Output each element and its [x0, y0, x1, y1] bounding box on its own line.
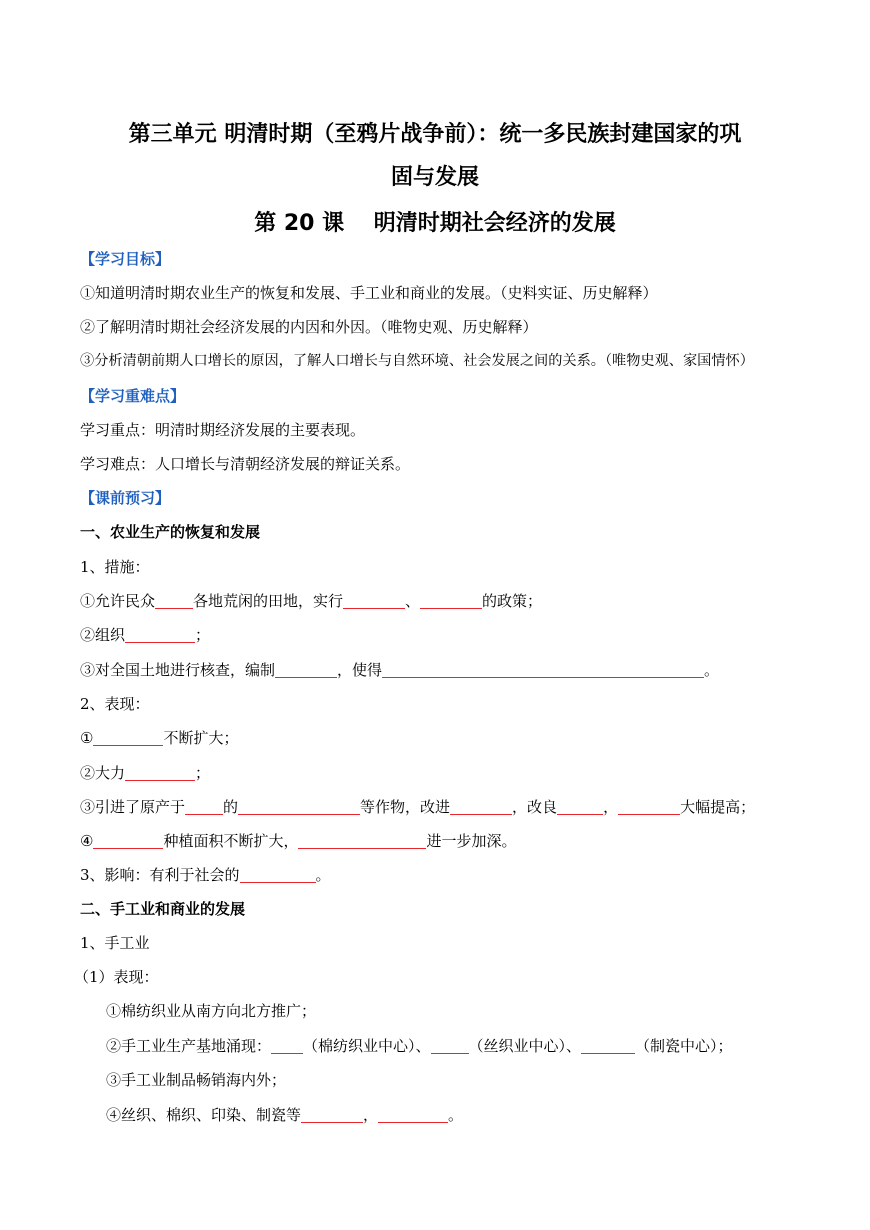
measure-1: ①允许民众 各地荒闲的田地，实行 、 的政策；	[80, 592, 543, 610]
goal-item-2: ②了解明清时期社会经济发展的内因和外因。（唯物史观、历史解释）	[80, 318, 538, 336]
handicraft-1: ①棉纺织业从南方向北方推广；	[106, 1002, 317, 1020]
fill-blank[interactable]	[125, 626, 195, 643]
fill-blank[interactable]	[431, 1037, 469, 1054]
fill-blank[interactable]	[185, 798, 223, 815]
section-agriculture-title: 一、农业生产的恢复和发展	[80, 523, 261, 541]
fill-blank[interactable]	[93, 729, 163, 746]
goal-item-3: ③分析清朝前期人口增长的原因，了解人口增长与自然环境、社会发展之间的关系。（唯物史观、家国情怀）	[80, 353, 754, 369]
handicraft-performance-label: （1）表现：	[74, 968, 159, 986]
performance-4: ④ 种植面积不断扩大， 进一步加深。	[80, 832, 517, 850]
fill-blank[interactable]	[155, 592, 193, 609]
fill-blank[interactable]	[450, 798, 512, 815]
key-focus: 学习重点：明清时期经济发展的主要表现。	[80, 421, 366, 439]
handicraft-2: ②手工业生产基地涌现： （棉纺织业中心）、 （丝织业中心）、 （制瓷中心）；	[106, 1037, 733, 1055]
goals-heading: 【学习目标】	[80, 250, 171, 268]
fill-blank[interactable]	[343, 592, 405, 609]
fill-blank[interactable]	[240, 866, 316, 883]
fill-blank[interactable]	[301, 1106, 363, 1123]
fill-blank[interactable]	[298, 832, 426, 849]
performance-label: 2、表现：	[80, 695, 150, 713]
fill-blank[interactable]	[557, 798, 603, 815]
fill-blank[interactable]	[420, 592, 482, 609]
fill-blank[interactable]	[581, 1037, 635, 1054]
performance-2: ②大力 ；	[80, 764, 211, 782]
performance-1: ① 不断扩大；	[80, 729, 239, 747]
measures-label: 1、措施：	[80, 558, 150, 576]
handicraft-subtitle: 1、手工业	[80, 934, 150, 952]
handicraft-4: ④丝织、棉织、印染、制瓷等 ， 。	[106, 1106, 464, 1124]
fill-blank[interactable]	[238, 798, 360, 815]
section-handicraft-title: 二、手工业和商业的发展	[80, 900, 246, 918]
fill-blank[interactable]	[271, 1037, 303, 1054]
lesson-title: 第 20 课 明清时期社会经济的发展	[254, 211, 616, 236]
preview-heading: 【课前预习】	[80, 489, 171, 507]
unit-title-line1: 第三单元 明清时期（至鸦片战争前）：统一多民族封建国家的巩	[128, 122, 742, 147]
impact: 3、影响：有利于社会的 。	[80, 866, 331, 884]
fill-blank[interactable]	[275, 661, 337, 678]
fill-blank[interactable]	[382, 661, 704, 678]
fill-blank[interactable]	[378, 1106, 448, 1123]
measure-2: ②组织 ；	[80, 626, 211, 644]
performance-3: ③引进了原产于 的 等作物，改进 ，改良 ， 大幅提高；	[80, 798, 756, 816]
key-difficulty: 学习难点：人口增长与清朝经济发展的辩证关系。	[80, 455, 411, 473]
measure-3: ③对全国土地进行核查，编制 ，使得 。	[80, 661, 720, 679]
fill-blank[interactable]	[618, 798, 680, 815]
goal-item-1: ①知道明清时期农业生产的恢复和发展、手工业和商业的发展。（史料实证、历史解释）	[80, 284, 658, 302]
fill-blank[interactable]	[125, 764, 195, 781]
key-points-heading: 【学习重难点】	[80, 387, 186, 405]
fill-blank[interactable]	[93, 832, 163, 849]
unit-title-line2: 固与发展	[390, 165, 479, 190]
handicraft-3: ③手工业制品畅销海内外；	[106, 1071, 287, 1089]
